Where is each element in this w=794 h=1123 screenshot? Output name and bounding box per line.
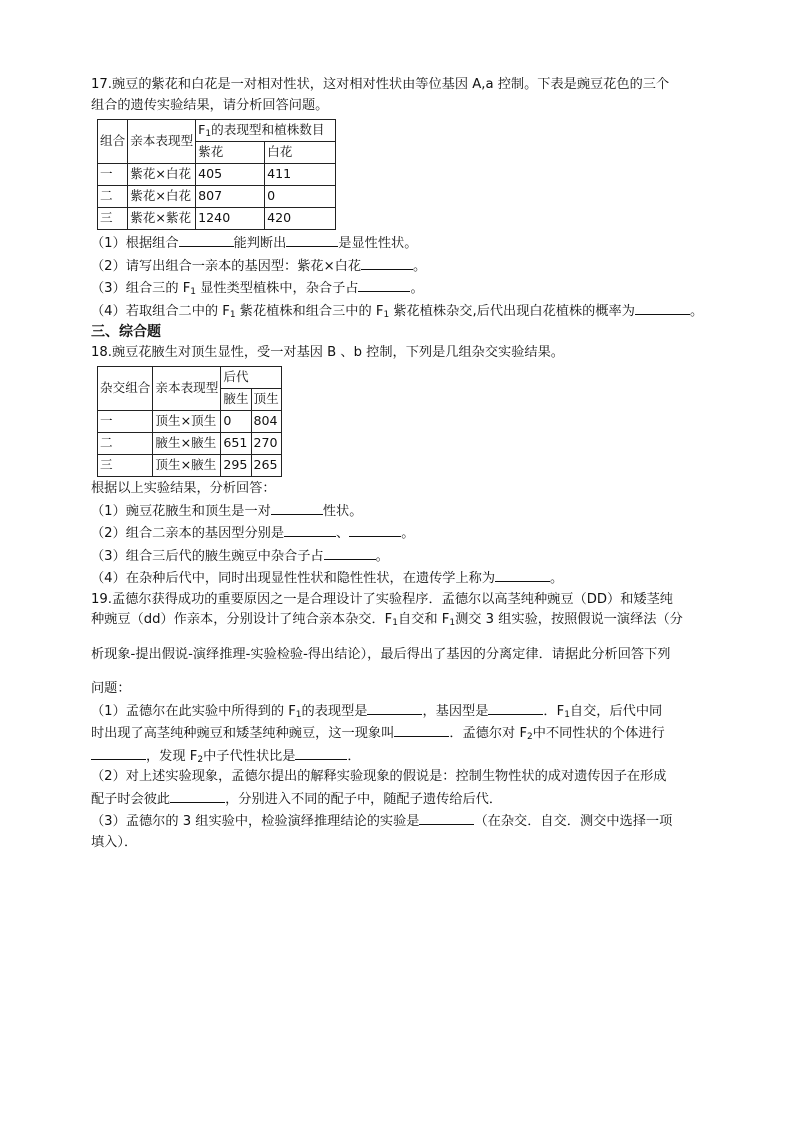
q17-intro-line-1: 17.豌豆的紫花和白花是一对相对性状，这对相对性状由等位基因 A,a 控制。下表是豌豆花色的三个 bbox=[91, 77, 670, 92]
axial-terminal-table bbox=[97, 366, 282, 477]
answer-blank[interactable] bbox=[271, 500, 323, 515]
table-row: 一 紫花×白花 405 411 bbox=[98, 164, 336, 186]
header-parent-phenotype: 亲本表现型 bbox=[153, 367, 221, 411]
header-f1-phenotype-count: $F_1$的表现型和植株数目 bbox=[196, 120, 336, 142]
q19-sub-2-cont: 配子时会彼此 ，分别进入不同的配子中，随配子遗传给后代． bbox=[91, 788, 716, 811]
q19-text-line: 析现象-提出假说-演绎推理-实验检验-得出结论），最后得出了基因的分离定律．请据此分析回答下列 bbox=[91, 646, 671, 662]
q19-sub-1-cont: 时出现了高茎纯种豌豆和矮茎纯种豌豆，这一现象叫 ．孟德尔对 $F_2$中不同性状的个体进行 bbox=[91, 722, 716, 745]
answer-blank[interactable] bbox=[495, 567, 550, 582]
header-parent-phenotype: 亲本表现型 bbox=[128, 120, 196, 164]
q19-sub-2: （2）对上述实验现象，孟德尔提出的解释实验现象的假说是：控制生物性状的成对遗传因子在形成 bbox=[91, 769, 667, 784]
answer-blank[interactable] bbox=[635, 300, 690, 315]
header-axial: 腋生 bbox=[221, 389, 251, 411]
q17-sub-2: （2）请写出组合一亲本的基因型：紫花×白花 。 bbox=[91, 255, 716, 278]
header-offspring: 后代 bbox=[221, 367, 281, 389]
answer-blank[interactable] bbox=[358, 277, 410, 292]
header-group: 组合 bbox=[98, 120, 128, 164]
q19-sub-3-cont: 填入）． bbox=[91, 834, 138, 850]
table-row: 三 顶生×腋生 295 265 bbox=[98, 455, 282, 477]
q19-sub-3: （3）孟德尔的 3 组实验中，检验演绎推理结论的实验是 （在杂交．自交．测交中选择一项 bbox=[91, 810, 716, 833]
question-18 bbox=[91, 343, 716, 590]
header-white: 白花 bbox=[265, 142, 336, 164]
answer-blank[interactable] bbox=[349, 522, 401, 537]
q19-text-line: 问题： bbox=[91, 681, 131, 696]
answer-blank[interactable] bbox=[91, 745, 146, 760]
q19-sub-1-cont: ，发现 $F_2$中子代性状比是 ． bbox=[91, 745, 716, 768]
q17-sub-1: （1）根据组合 能判断出 是显性性状。 bbox=[91, 232, 716, 255]
q18-sub-3: （3）组合三后代的腋生豌豆中杂合子占 。 bbox=[91, 545, 716, 568]
table-row: 一 顶生×顶生 0 804 bbox=[98, 411, 282, 433]
q17-intro-line-2: 组合的遗传实验结果，请分析回答问题。 bbox=[91, 97, 329, 113]
header-terminal: 顶生 bbox=[251, 389, 281, 411]
q18-sub-4: （4）在杂种后代中，同时出现显性性状和隐性性状，在遗传学上称为 。 bbox=[91, 567, 716, 590]
q18-lead: 根据以上实验结果，分析回答： bbox=[91, 481, 276, 496]
flower-color-table bbox=[97, 119, 336, 230]
answer-blank[interactable] bbox=[419, 810, 474, 825]
header-cross: 杂交组合 bbox=[98, 367, 153, 411]
question-19 bbox=[91, 590, 716, 854]
q19-sub-1: （1）孟德尔在此实验中所得到的 $F_1$的表现型是 ，基因型是 ．$F_1$自交，后代中同 bbox=[91, 700, 716, 723]
answer-blank[interactable] bbox=[170, 788, 225, 803]
answer-blank[interactable] bbox=[394, 722, 449, 737]
q18-sub-1: （1）豌豆花腋生和顶生是一对 性状。 bbox=[91, 500, 716, 523]
answer-blank[interactable] bbox=[295, 745, 347, 760]
answer-blank[interactable] bbox=[367, 700, 422, 715]
q17-sub-4: （4）若取组合二中的 $F_1$ 紫花植株和组合三中的 $F_1$ 紫花植株杂交,后代出现白花植株的概率为 。 bbox=[91, 300, 716, 323]
q18-sub-2: （2）组合二亲本的基因型分别是 、 。 bbox=[91, 522, 716, 545]
answer-blank[interactable] bbox=[488, 700, 543, 715]
header-purple: 紫花 bbox=[196, 142, 265, 164]
table-row: 二 紫花×白花 807 0 bbox=[98, 186, 336, 208]
answer-blank[interactable] bbox=[286, 232, 338, 247]
q19-text-line: 种豌豆（dd）作亲本，分别设计了纯合亲本杂交．$F_1$自交和 $F_1$测交 3 组实验，按照假说一演绎法（分 bbox=[91, 612, 683, 628]
answer-blank[interactable] bbox=[361, 255, 413, 270]
worksheet bbox=[91, 75, 716, 853]
table-row: 二 腋生×腋生 651 270 bbox=[98, 433, 282, 455]
table-row: 三 紫花×紫花 1240 420 bbox=[98, 208, 336, 230]
answer-blank[interactable] bbox=[284, 522, 336, 537]
question-17 bbox=[91, 75, 716, 322]
q19-text-line: 19.孟德尔获得成功的重要原因之一是合理设计了实验程序．孟德尔以高茎纯种豌豆（DD）和矮茎纯 bbox=[91, 591, 673, 607]
q17-sub-3: （3）组合三的 $F_1$ 显性类型植株中，杂合子占 。 bbox=[91, 277, 716, 300]
answer-blank[interactable] bbox=[324, 545, 376, 560]
answer-blank[interactable] bbox=[179, 232, 234, 247]
q18-intro: 18.豌豆花腋生对顶生显性，受一对基因 B 、b 控制，下列是几组杂交实验结果。 bbox=[91, 344, 564, 360]
section-heading: 三、综合题 bbox=[91, 324, 161, 340]
